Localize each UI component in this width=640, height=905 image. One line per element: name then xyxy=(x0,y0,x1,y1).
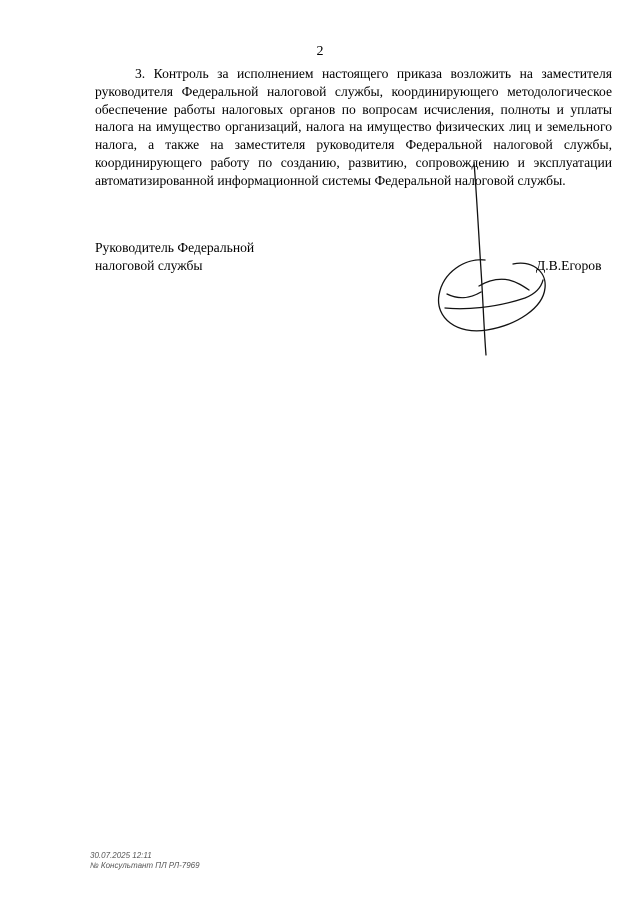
paragraph-3: 3. Контроль за исполнением настоящего приказа возложить на заместителя руководителя Федеральной налоговой службы, координирующего методологическое обеспечение работы налоговых органов по вопросам исчисления, полноты и уплаты налога на имущество организаций, налога на имущество физических лиц и земельного налога, а также на заместителя руководителя Федеральной налоговой службы, координирующего работу по созданию, развитию, сопровождению и эксплуатации автоматизированной информационной системы Федеральной налоговой службы. xyxy=(95,66,612,188)
signer-title-line-1: Руководитель Федеральной xyxy=(95,240,255,255)
footer-stamp xyxy=(90,851,200,871)
signer-title xyxy=(95,239,254,275)
footer-registry: № Консультант ПЛ РЛ-7969 xyxy=(90,861,200,870)
page-number: 2 xyxy=(316,44,324,59)
signer-title-line-2: налоговой службы xyxy=(95,258,203,273)
footer-timestamp: 30.07.2025 12:11 xyxy=(90,851,152,860)
signer-name: Д.В.Егоров xyxy=(536,258,602,273)
